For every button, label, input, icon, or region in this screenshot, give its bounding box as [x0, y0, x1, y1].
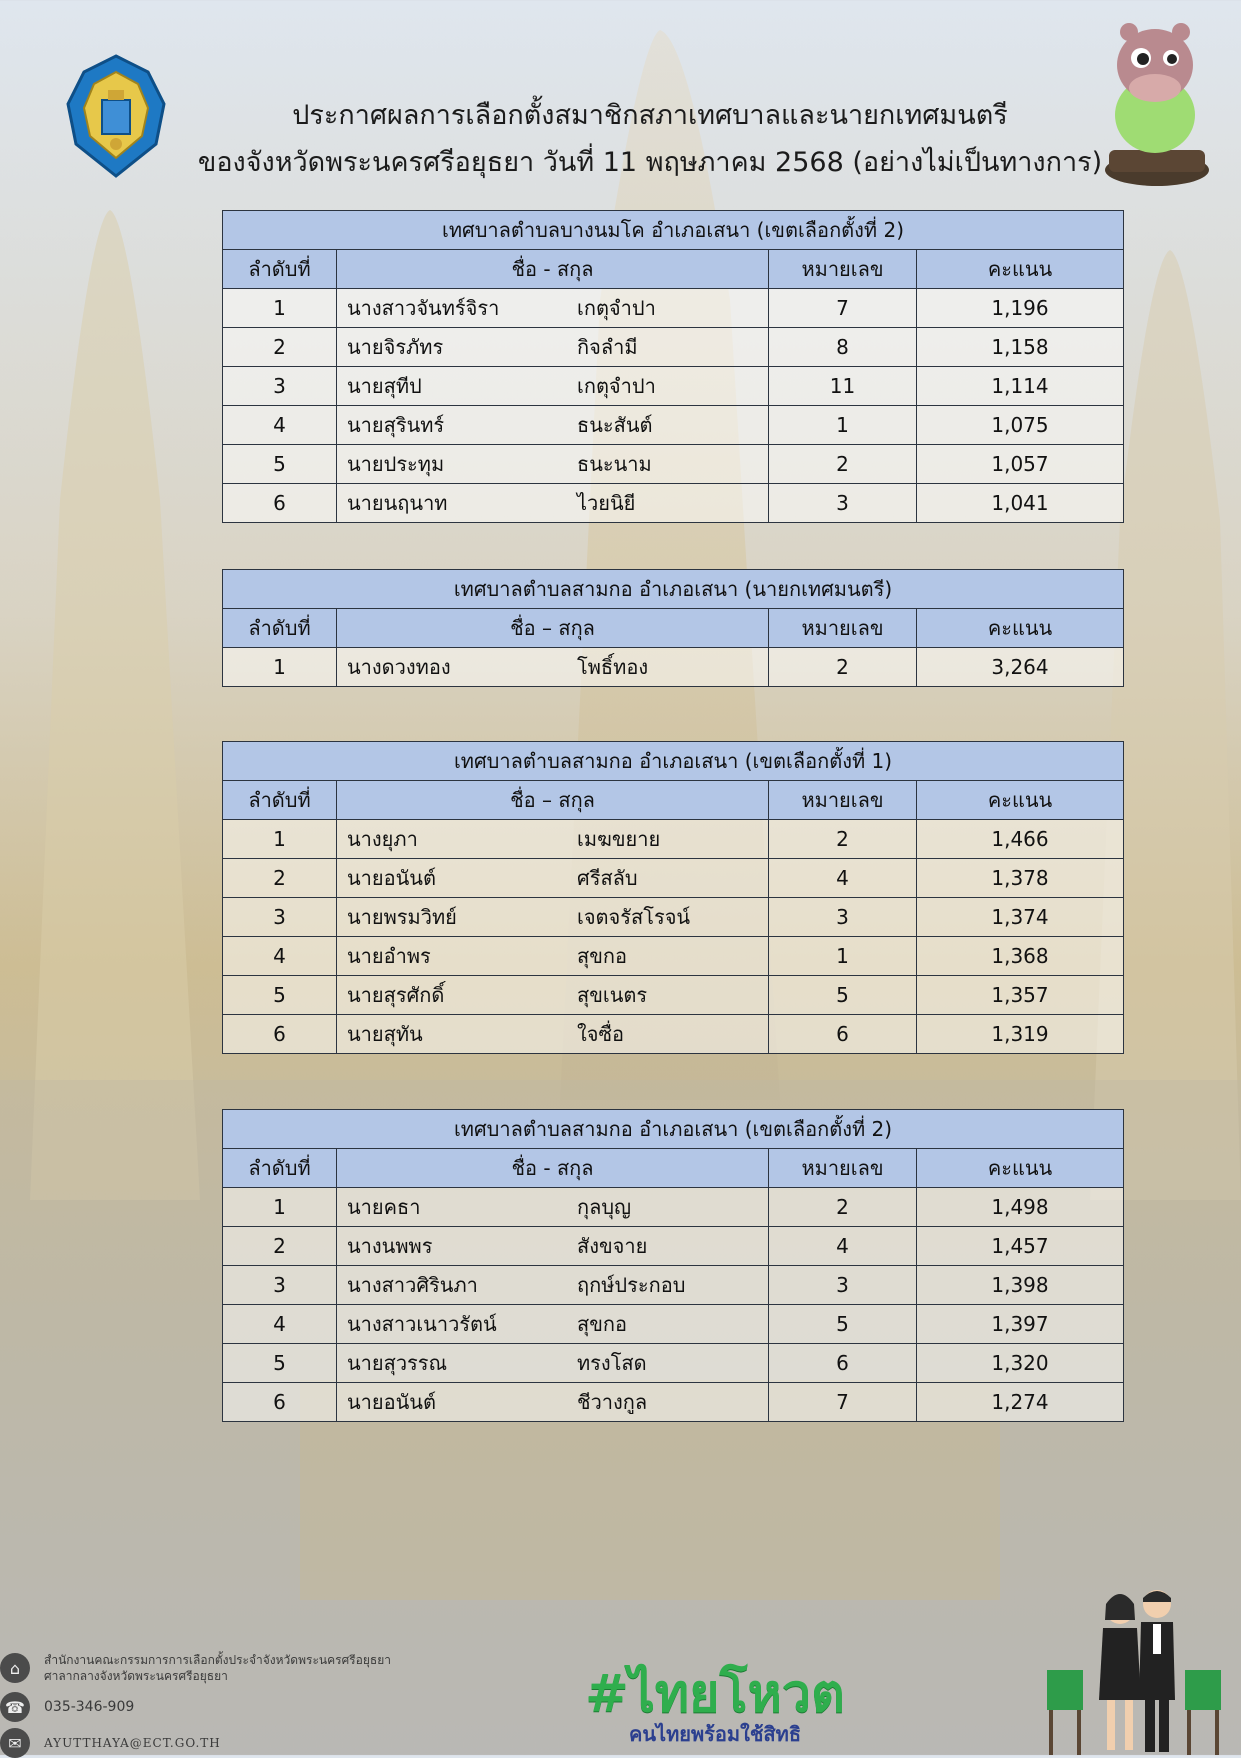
first-name: นายสุทีป	[347, 374, 422, 398]
first-name: นางสาวจันทร์จิรา	[347, 296, 500, 320]
first-name: นางสาวเนาวรัตน์	[347, 1312, 497, 1336]
score-cell: 1,075	[917, 406, 1124, 445]
rank-cell: 3	[223, 367, 337, 406]
table-row	[223, 1188, 1124, 1227]
table-row	[223, 328, 1124, 367]
candidate-number-cell: 2	[769, 1188, 917, 1227]
column-header-number: หมายเลข	[769, 250, 917, 289]
last-name: สุขกอ	[577, 944, 627, 968]
column-header-rank: ลำดับที่	[223, 250, 337, 289]
rank-cell: 5	[223, 1344, 337, 1383]
name-cell	[337, 367, 769, 406]
column-header-score: คะแนน	[917, 609, 1124, 648]
phone-number: 035-346-909	[44, 1699, 135, 1715]
last-name: สุขกอ	[577, 1312, 627, 1336]
last-name: เมฆขยาย	[577, 827, 661, 851]
column-header-rank: ลำดับที่	[223, 781, 337, 820]
candidate-number-cell: 2	[769, 648, 917, 687]
results-table-samko-district-2	[222, 1109, 1124, 1422]
results-table-samko-district-1	[222, 741, 1124, 1054]
first-name: นายอนันต์	[347, 866, 436, 890]
rank-cell: 1	[223, 648, 337, 687]
rank-cell: 6	[223, 1383, 337, 1422]
table-row	[223, 859, 1124, 898]
column-header-rank: ลำดับที่	[223, 1149, 337, 1188]
name-cell	[337, 289, 769, 328]
last-name: ธนะนาม	[577, 452, 652, 476]
table-row	[223, 406, 1124, 445]
score-cell: 1,319	[917, 1015, 1124, 1054]
score-cell: 1,357	[917, 976, 1124, 1015]
rank-cell: 4	[223, 406, 337, 445]
table-heading: เทศบาลตำบลบางนมโค อำเภอเสนา (เขตเลือกตั้งที่ 2)	[223, 211, 1124, 250]
last-name: ธนะสันต์	[577, 413, 653, 437]
column-header-score: คะแนน	[917, 250, 1124, 289]
rank-cell: 4	[223, 937, 337, 976]
title-line-1: ประกาศผลการเลือกตั้งสมาชิกสภาเทศบาลและนายกเทศมนตรี	[292, 100, 1008, 131]
name-cell	[337, 1266, 769, 1305]
rank-cell: 2	[223, 328, 337, 367]
table-row	[223, 648, 1124, 687]
name-cell	[337, 820, 769, 859]
candidate-number-cell: 1	[769, 937, 917, 976]
candidate-number-cell: 1	[769, 406, 917, 445]
rank-cell: 2	[223, 859, 337, 898]
candidate-number-cell: 5	[769, 976, 917, 1015]
column-header-name: ชื่อ - สกุล	[337, 250, 769, 289]
last-name: โพธิ์ทอง	[577, 655, 649, 679]
last-name: ทรงโสด	[577, 1351, 647, 1375]
brand-hashtag: #ไทยโหวต	[585, 1664, 845, 1724]
rank-cell: 5	[223, 445, 337, 484]
rank-cell: 2	[223, 1227, 337, 1266]
table-heading: เทศบาลตำบลสามกอ อำเภอเสนา (นายกเทศมนตรี)	[223, 570, 1124, 609]
last-name: เกตุจำปา	[577, 296, 656, 320]
score-cell: 1,057	[917, 445, 1124, 484]
name-cell	[337, 976, 769, 1015]
column-header-name: ชื่อ – สกุล	[337, 609, 769, 648]
first-name: นายสุทัน	[347, 1022, 423, 1046]
rank-cell: 1	[223, 289, 337, 328]
candidate-number-cell: 6	[769, 1344, 917, 1383]
name-cell	[337, 859, 769, 898]
score-cell: 1,368	[917, 937, 1124, 976]
first-name: นายคธา	[347, 1195, 421, 1219]
last-name: กิจลำมี	[577, 335, 638, 359]
name-cell	[337, 445, 769, 484]
last-name: สังขจาย	[577, 1234, 648, 1258]
column-header-number: หมายเลข	[769, 781, 917, 820]
candidate-number-cell: 3	[769, 1266, 917, 1305]
score-cell: 1,498	[917, 1188, 1124, 1227]
candidate-number-cell: 2	[769, 820, 917, 859]
table-heading: เทศบาลตำบลสามกอ อำเภอเสนา (เขตเลือกตั้งที่ 2)	[223, 1110, 1124, 1149]
office-name: สำนักงานคณะกรรมการการเลือกตั้งประจำจังหวัดพระนครศรีอยุธยา	[44, 1653, 391, 1667]
score-cell: 1,398	[917, 1266, 1124, 1305]
candidate-number-cell: 3	[769, 898, 917, 937]
phone-icon: ☎	[0, 1692, 30, 1722]
rank-cell: 6	[223, 484, 337, 523]
last-name: กุลบุญ	[577, 1195, 632, 1219]
brand-slogan: คนไทยพร้อมใช้สิทธิ	[628, 1722, 802, 1746]
name-cell	[337, 1188, 769, 1227]
rank-cell: 4	[223, 1305, 337, 1344]
column-header-name: ชื่อ – สกุล	[337, 781, 769, 820]
score-cell: 1,457	[917, 1227, 1124, 1266]
first-name: นายพรมวิทย์	[347, 905, 457, 929]
table-row	[223, 820, 1124, 859]
email-row	[0, 1728, 221, 1758]
table-row	[223, 898, 1124, 937]
table-row	[223, 1383, 1124, 1422]
column-header-name: ชื่อ - สกุล	[337, 1149, 769, 1188]
score-cell: 1,320	[917, 1344, 1124, 1383]
rank-cell: 5	[223, 976, 337, 1015]
table-row	[223, 367, 1124, 406]
mail-icon: ✉	[0, 1728, 30, 1758]
last-name: ฤกษ์ประกอบ	[577, 1273, 686, 1297]
candidate-number-cell: 8	[769, 328, 917, 367]
candidate-number-cell: 3	[769, 484, 917, 523]
first-name: นายนฤนาท	[347, 491, 448, 515]
candidate-number-cell: 6	[769, 1015, 917, 1054]
column-header-rank: ลำดับที่	[223, 609, 337, 648]
table-row	[223, 445, 1124, 484]
first-name: นางนพพร	[347, 1234, 433, 1258]
table-row	[223, 1266, 1124, 1305]
candidate-number-cell: 7	[769, 1383, 917, 1422]
column-header-score: คะแนน	[917, 1149, 1124, 1188]
rank-cell: 3	[223, 898, 337, 937]
candidate-number-cell: 2	[769, 445, 917, 484]
last-name: เกตุจำปา	[577, 374, 656, 398]
score-cell: 1,374	[917, 898, 1124, 937]
candidate-number-cell: 7	[769, 289, 917, 328]
score-cell: 1,274	[917, 1383, 1124, 1422]
name-cell	[337, 648, 769, 687]
table-row	[223, 1015, 1124, 1054]
score-cell: 1,466	[917, 820, 1124, 859]
first-name: นายสุรินทร์	[347, 413, 445, 437]
email-address: AYUTTHAYA@ECT.GO.TH	[44, 1736, 221, 1750]
table-heading: เทศบาลตำบลสามกอ อำเภอเสนา (เขตเลือกตั้งที่ 1)	[223, 742, 1124, 781]
last-name: ศรีสลับ	[577, 866, 638, 890]
score-cell: 1,114	[917, 367, 1124, 406]
name-cell	[337, 484, 769, 523]
score-cell: 1,397	[917, 1305, 1124, 1344]
first-name: นายอนันต์	[347, 1390, 436, 1414]
table-row	[223, 1344, 1124, 1383]
table-row	[223, 1305, 1124, 1344]
column-header-number: หมายเลข	[769, 609, 917, 648]
score-cell: 1,041	[917, 484, 1124, 523]
first-name: นางสาวศิรินภา	[347, 1273, 478, 1297]
thai-vote-brand	[540, 1665, 890, 1745]
home-icon: ⌂	[0, 1653, 30, 1683]
last-name: ไวยนิยี	[577, 491, 636, 515]
name-cell	[337, 328, 769, 367]
candidate-number-cell: 4	[769, 1227, 917, 1266]
last-name: ชีวางกูล	[577, 1390, 648, 1414]
announcement-title	[190, 92, 1110, 186]
score-cell: 3,264	[917, 648, 1124, 687]
last-name: ใจซื่อ	[577, 1022, 625, 1046]
candidate-number-cell: 5	[769, 1305, 917, 1344]
name-cell	[337, 1344, 769, 1383]
election-commission-logo	[52, 52, 180, 180]
column-header-number: หมายเลข	[769, 1149, 917, 1188]
candidate-number-cell: 11	[769, 367, 917, 406]
table-row	[223, 976, 1124, 1015]
last-name: เจตจรัสโรจน์	[577, 905, 691, 929]
name-cell	[337, 1383, 769, 1422]
phone-row	[0, 1692, 134, 1722]
first-name: นางยุภา	[347, 827, 418, 851]
results-table-bangnomkho-district-2	[222, 210, 1124, 523]
name-cell	[337, 1305, 769, 1344]
score-cell: 1,196	[917, 289, 1124, 328]
table-row	[223, 1227, 1124, 1266]
first-name: นายประทุม	[347, 452, 445, 476]
first-name: นายสุรศักดิ์	[347, 983, 445, 1007]
first-name: นายสุวรรณ	[347, 1351, 448, 1375]
first-name: นายอำพร	[347, 944, 431, 968]
rank-cell: 1	[223, 820, 337, 859]
name-cell	[337, 1227, 769, 1266]
score-cell: 1,158	[917, 328, 1124, 367]
rank-cell: 1	[223, 1188, 337, 1227]
rank-cell: 6	[223, 1015, 337, 1054]
name-cell	[337, 937, 769, 976]
rank-cell: 3	[223, 1266, 337, 1305]
column-header-score: คะแนน	[917, 781, 1124, 820]
first-name: นายจิรภัทร	[347, 335, 444, 359]
last-name: สุขเนตร	[577, 983, 648, 1007]
table-row	[223, 289, 1124, 328]
table-row	[223, 937, 1124, 976]
table-row	[223, 484, 1124, 523]
name-cell	[337, 406, 769, 445]
title-line-2: ของจังหวัดพระนครศรีอยุธยา วันที่ 11 พฤษภาคม 2568 (อย่างไม่เป็นทางการ)	[197, 147, 1103, 178]
results-table-samko-mayor	[222, 569, 1124, 687]
name-cell	[337, 1015, 769, 1054]
footer-contact-info	[0, 1640, 450, 1755]
candidate-number-cell: 4	[769, 859, 917, 898]
office-address: ศาลากลางจังหวัดพระนครศรีอยุธยา	[44, 1669, 228, 1683]
address-row	[0, 1652, 391, 1684]
score-cell: 1,378	[917, 859, 1124, 898]
hippo-mascot-image	[1095, 10, 1220, 190]
voters-illustration	[1045, 1580, 1225, 1755]
name-cell	[337, 898, 769, 937]
first-name: นางดวงทอง	[347, 655, 451, 679]
